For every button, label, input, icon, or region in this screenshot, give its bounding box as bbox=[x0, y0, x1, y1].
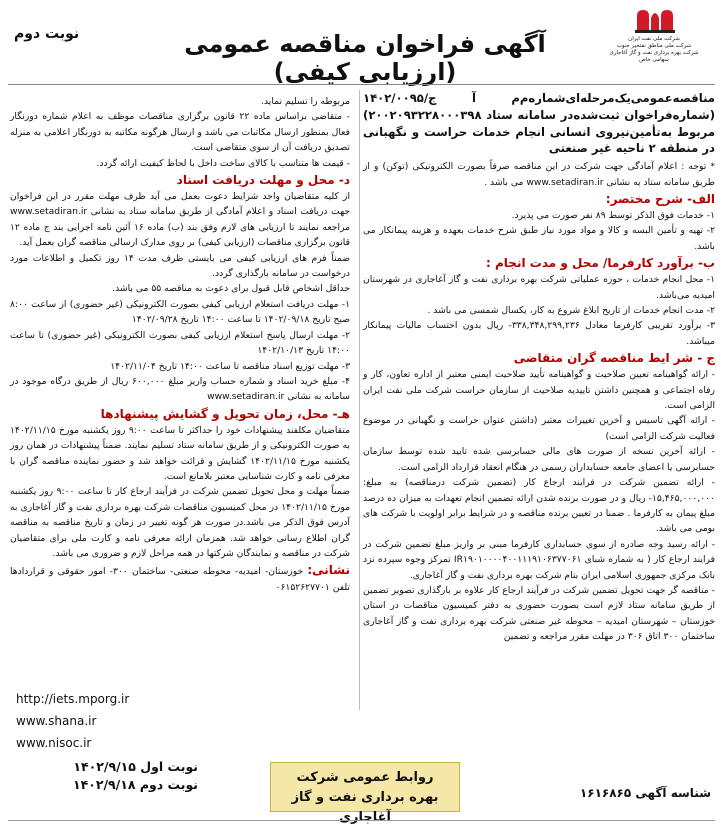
list-item: ۲- مهلت ارسال پاسخ استعلام ارزیابی کیفی بصورت الکترونیکی (غیر حضوری) تا ساعت ۱۴:۰۰ تاریخ ۱۴۰۲/۱۰/۱۳ bbox=[10, 329, 350, 357]
link-nisoc[interactable]: www.nisoc.ir bbox=[16, 736, 92, 750]
list-item: ضمناً فرم های ارزیابی کیفی می بایستی ظرف مدت ۱۴ روز تکمیل و اطلاعات مورد درخواست در سامانه بارگذاری گردد. bbox=[10, 252, 350, 280]
list-item: - مناقصه گر جهت تحویل تضمین شرکت در فرآیند ارجاع کار علاوه بر بارگذاری تصویر تضمین از طریق سامانه ستاد لازم است بصورت حضوری به دفتر کمیسیون مناقصات در استان خوزستان – شهرستان امیدیه – محوطه غیر صنعتی شرکت بهره برداری نفت و گاز آغاجاری ساختمان ۳۰۰ اتاق ۳۰۶ در مهلت مقرر مراجعه و تضمین bbox=[363, 584, 715, 643]
list-item: ۱- محل انجام خدمات ، حوزه عملیاتی شرکت بهره برداری نفت و گاز آغاجاری در شهرستان امیدیه می‌باشد. bbox=[363, 274, 715, 301]
public-relations-box bbox=[270, 762, 460, 825]
flame-logo-icon bbox=[631, 6, 679, 34]
pub-line: بهره برداری نفت و گاز آغاجاری bbox=[291, 790, 439, 825]
list-item: ۳- مهلت توزیع اسناد مناقصه تا ساعت ۱۴:۰۰ تاریخ ۱۴۰۲/۱۱/۰۴ bbox=[110, 360, 350, 372]
link-shana[interactable]: www.shana.ir bbox=[16, 714, 97, 728]
list-item: ۲- تهیه و تأمین البسه و کالا و مواد مورد نیاز طبق شرح خدمات بعهده و هزینه پیمانکار می باشد. bbox=[363, 225, 715, 252]
list-item: حداقل اشخاص قابل قبول برای دعوت به مناقصه ۵۵ می باشد. bbox=[112, 283, 350, 295]
right-column bbox=[363, 90, 715, 645]
logo-text-line: سهامی خاص bbox=[639, 57, 669, 63]
section-heading-b: ب- برآورد کارفرما/ محل و مدت انجام : bbox=[486, 256, 715, 271]
section-heading-e: هـ- محل، زمان تحویل و گشایش پیشنهادها bbox=[100, 406, 350, 421]
list-item: - ارائه تضمین شرکت در فرایند ارجاع کار (تضمین شرکت درمناقصه) به مبلغ: ۱۵,۴۶۵,۰۰۰,۰۰۰- ریال و در صورت برنده شدن ارائه تضمین انجام تعهدات به میزان ده درصد مبلغ پیمان به کارفرما . ضمنا در تعیین برنده مناقصه و در شرایط برابر اولویت با شرکت های بومی می باشد. bbox=[363, 477, 715, 535]
address-text: خوزستان- امیدیه- محوطه صنعتی- ساختمان ۳۰۰- امور حقوقی و قراردادها تلفن ۰۶۱۵۲۶۲۷۷۰۱ bbox=[10, 566, 350, 593]
list-item: - متقاضی براساس ماده ۲۲ قانون برگزاری مناقصات موظف به اعلام شماره دورنگار فعال بمنظور ارسال مکاتبات می باشد و ارسال هرگونه مکاتبه به دورنگار اعلامی به منزله تصدیق دریافت آن از سوی متقاضی است. bbox=[10, 111, 350, 154]
list-item: متقاضیان مکلفند پیشنهادات خود را حداکثر تا ساعت ۹:۰۰ روز یکشنبه مورخ ۱۴۰۲/۱۱/۱۵ به صورت الکترونیکی و از طریق سامانه ستاد تسلیم نمایند. ضمناً پیشنهادات در همان روز یکشنبه مورخ ۱۴۰۲/۱۱/۱۵ گشایش و قرائت خواهد شد و حضور نماینده مناقصه گران با معرفی نامه و کارت شناسایی معتبر بلامانع است. bbox=[10, 424, 350, 482]
list-item: - قیمت ها متناسب با کالای ساخت داخل با لحاظ کیفیت ارائه گردد. bbox=[96, 157, 350, 169]
divider bbox=[8, 820, 715, 821]
section-heading-d: د- محل و مهلت دریافت اسناد bbox=[176, 173, 350, 188]
tender-lead: مناقصه‌عمومی‌یک‌مرحله‌ای‌شماره‌م‌م آ ج/۱۴۰۲/۰۰۹۵ (شماره‌فراخوان ثبت‌شده‌در سامانه ستاد ۲۰۰۲۰۹۳۲۲۸۰۰۰۳۹۸) مربوط به‌تأمین‌نیروی انسانی انجام خدمات حراست و نگهبانی در منطقه ۲ ناحیه غیر صنعتی bbox=[363, 91, 715, 156]
list-item: ضمناً مهلت و محل تحویل تضمین شرکت در فرآیند ارجاع کار تا ساعت ۹:۰۰ روز یکشنبه مورخ ۱۴۰۲/۱۱/۱۵ در محل کمیسیون مناقصات شرکت بهره برداری نفت و گاز آغاجاری به آدرس فوق الذکر می باشد.در صورت هر گونه تغییر در زمان و تاریخ مناقصه به مناقصه گران اطلاع رسانی خواهد شد. همزمان ارائه معرفی نامه و کارت ملی برای متقاضیان شرکت در مناقصه و نمایندگان شرکتها در همه مراحل لازم و ضروری می باشد. bbox=[10, 486, 350, 559]
list-item: ۳- برآورد تقریبی کارفرما معادل ۳۳۸,۳۴۸,۲۹۹,۲۳۶- ریال بدون احتساب مالیات پیمانکار میباشد. bbox=[363, 320, 715, 347]
column-divider bbox=[359, 90, 360, 710]
address-paragraph bbox=[10, 561, 350, 595]
date-second: نوبت دوم ۱۴۰۲/۹/۱۸ bbox=[72, 777, 198, 792]
link-iets[interactable]: http://iets.mporg.ir bbox=[16, 692, 130, 706]
website-links bbox=[16, 688, 129, 754]
date-first: نوبت اول ۱۴۰۲/۹/۱۵ bbox=[73, 759, 198, 774]
left-column bbox=[10, 94, 350, 595]
note-paragraph: * توجه : اعلام آمادگی جهت شرکت در این مناقصه صرفاً بصورت الکترونیکی (توکن) و از طریق سامانه ستاد به نشانی www.setadiran.ir می باشد . bbox=[363, 161, 715, 188]
logo-text-line: شرکت بهره برداری نفت و گاز آغاجاری bbox=[609, 50, 699, 56]
header bbox=[8, 4, 715, 86]
company-logo bbox=[593, 4, 715, 80]
list-item: ۴- مبلغ خرید اسناد و شماره حساب واریز مبلغ ۶۰۰,۰۰۰ ریال از طریق درگاه موجود در سامانه به نشانی www.setadiran.ir bbox=[10, 375, 351, 403]
list-item: - ارائه رسید وجه صادره از سوی حسابداری کارفرما مبنی بر واریز مبلغ تضمین شرکت در فرایند ارجاع کار ( به شماره شبای IR۱۹۰۱۰۰۰۰۴۰۰۱۱۱۹۱۰۶۳۷۷۰۶۱ تمرکز وجوه سپرده نزد بانک مرکزی جمهوری اسلامی ایران بنام شرکت بهره برداری نفت و گاز آغاجاری. bbox=[363, 538, 715, 581]
logo-text-line: شرکت ملی نفت ایران bbox=[628, 36, 680, 42]
list-item: از کلیه متقاضیان واجد شرایط دعوت بعمل می آید ظرف مهلت مقرر در این فراخوان جهت دریافت اسناد و اعلام آمادگی از طریق سامانه ستاد به نشانی www.setadiran.ir مراجعه نمایند تا ارزیابی های لازم وفق بند (ب) ماده ۱۶ آئین نامه اجرایی بند ج ماده ۱۲ قانون برگزاری مناقصات (ارزیابی کیفی) بر روی مدارک ارسالی مناقصه گران بعمل آید. bbox=[10, 191, 350, 249]
section-heading-a: الف- شرح مختصر: bbox=[605, 192, 715, 206]
list-item: ۱- مهلت دریافت استعلام ارزیابی کیفی بصورت الکترونیکی (غیر حضوری) از ساعت ۸:۰۰ صبح تاریخ ۱۴۰۲/۰۹/۱۸ تا ساعت ۱۴:۰۰ تاریخ ۱۴۰۲/۰۹/۲۸ bbox=[10, 298, 350, 326]
divider bbox=[8, 84, 715, 85]
round-label: نوبت دوم bbox=[14, 26, 80, 42]
list-item: مربوطه را تسلیم نماید. bbox=[261, 96, 350, 107]
page-title: آگهی فراخوان مناقصه عمومی (ارزیابی کیفی) bbox=[184, 30, 546, 86]
ad-number: شناسه آگهی ۱۶۱۶۸۶۵ bbox=[579, 786, 711, 800]
pub-line: روابط عمومی شرکت bbox=[296, 770, 434, 785]
list-item: - ارائه گواهینامه تعیین صلاحیت و گواهینامه تأیید صلاحیت ایمنی معتبر از اداره تعاون، کار و رفاه اجتماعی و همچنین داشتن تاییدیه صلاحیت از سازمان حراست شرکت ملی نفت ایران الزامی است. bbox=[363, 369, 715, 412]
list-item: ۲- مدت انجام خدمات از تاریخ ابلاغ شروع به کار، یکسال شمسی می باشد . bbox=[427, 305, 715, 317]
address-label: نشانی: bbox=[307, 563, 351, 578]
list-item: ۱- خدمات فوق الذکر توسط ۸۹ نفر صورت می پذیرد. bbox=[511, 210, 715, 221]
list-item: - ارائه آخرین نسخه از صورت های مالی حسابرسی شده تایید شده توسط سازمان حسابرسی یا اعضای جامعه حسابداران رسمی در هنگام انعقاد قرارداد الزامی است. bbox=[363, 446, 715, 473]
publication-dates bbox=[18, 758, 198, 794]
logo-text-line: شرکت ملی مناطق نفتخیز جنوب bbox=[616, 43, 692, 49]
list-item: - ارائه آگهی تاسیس و آخرین تغییرات معتبر (داشتن عنوان حراست و نگهبانی در موضوع فعالیت شرکت الزامی است) bbox=[363, 415, 715, 442]
section-heading-c: ج - شر ایط مناقصه گران متقاضی bbox=[513, 351, 715, 366]
